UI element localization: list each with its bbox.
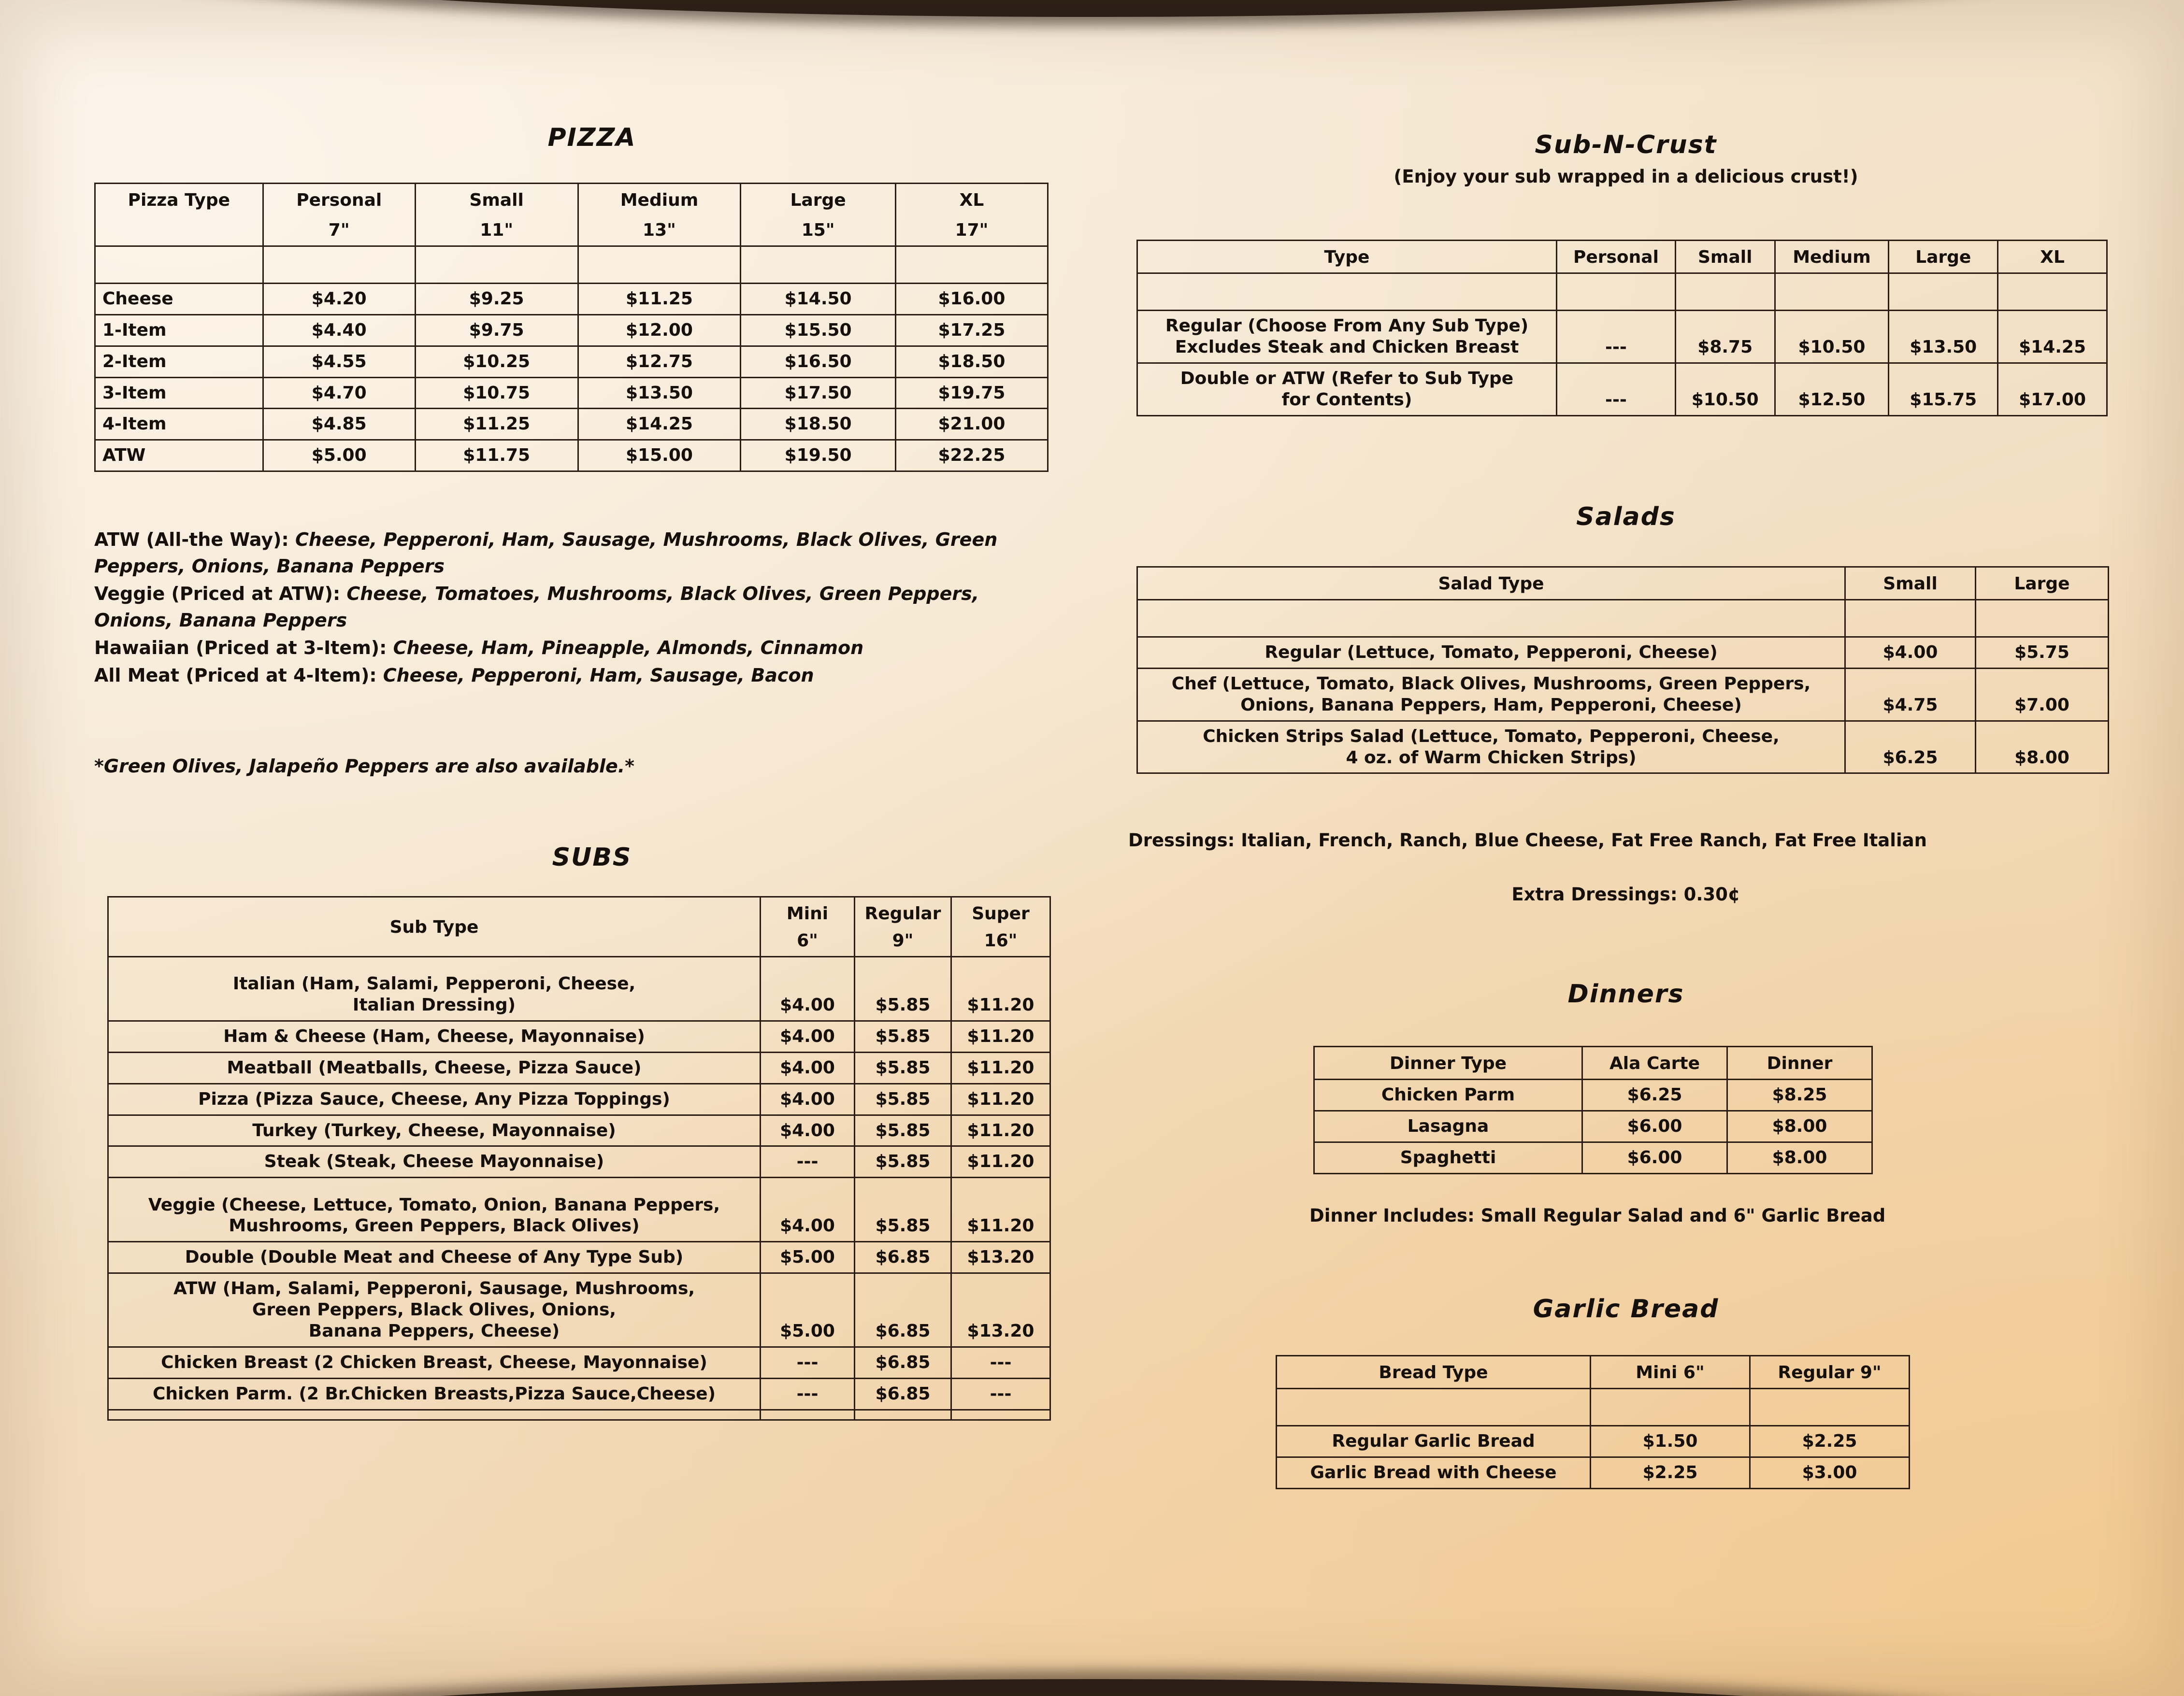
subncrust-col-medium: Medium bbox=[1775, 241, 1889, 273]
subs-price-cell: $5.85 bbox=[855, 1052, 951, 1083]
dressings-note: Dressings: Italian, French, Ranch, Blue Cheese, Fat Free Ranch, Fat Free Italian bbox=[1128, 830, 1927, 851]
table-row bbox=[108, 1178, 1050, 1242]
subncrust-title: Sub-N-Crust bbox=[1535, 130, 1717, 159]
pizza-price-cell: $12.75 bbox=[578, 346, 741, 377]
subs-price-cell: $5.85 bbox=[855, 1178, 951, 1242]
pizza-price-cell: $4.20 bbox=[263, 283, 415, 314]
spacer-cell bbox=[1675, 273, 1775, 310]
pizza-col-xl: XL 17" bbox=[895, 184, 1048, 246]
pizza-price-cell: $9.75 bbox=[415, 314, 578, 346]
garlic-bread-col-mini: Mini 6" bbox=[1591, 1356, 1750, 1389]
subs-price-cell: $5.85 bbox=[855, 956, 951, 1021]
pizza-price-cell: $14.50 bbox=[741, 283, 896, 314]
dinners-col-alacarte: Ala Carte bbox=[1582, 1047, 1727, 1080]
pizza-row-type: 3-Item bbox=[95, 377, 263, 409]
subs-price-cell: $6.85 bbox=[855, 1378, 951, 1410]
subs-price-cell: $6.85 bbox=[855, 1242, 951, 1273]
subs-price-cell: --- bbox=[761, 1378, 855, 1410]
pizza-price-cell: $11.75 bbox=[415, 440, 578, 471]
salads-price-cell: $4.00 bbox=[1845, 637, 1976, 668]
table-row bbox=[1314, 1079, 1872, 1111]
subncrust-price-cell: $17.00 bbox=[1998, 363, 2107, 415]
dinners-row-name: Lasagna bbox=[1314, 1111, 1582, 1142]
subs-price-cell: $13.20 bbox=[951, 1242, 1050, 1273]
subs-price-cell: $11.20 bbox=[951, 1115, 1050, 1146]
pizza-price-cell: $18.50 bbox=[895, 346, 1048, 377]
table-row bbox=[108, 1021, 1050, 1052]
pizza-price-cell: $17.25 bbox=[895, 314, 1048, 346]
pizza-price-cell: $12.00 bbox=[578, 314, 741, 346]
table-row bbox=[108, 956, 1050, 1021]
dinners-price-cell: $6.25 bbox=[1582, 1079, 1727, 1111]
table-row bbox=[108, 1347, 1050, 1378]
dinners-table-wrap bbox=[1313, 1046, 1871, 1174]
subs-row-name: Veggie (Cheese, Lettuce, Tomato, Onion, Banana Peppers, Mushrooms, Green Peppers, Black Olives) bbox=[108, 1178, 761, 1242]
spacer-cell bbox=[1277, 1388, 1591, 1425]
garlic-bread-price-cell: $1.50 bbox=[1591, 1425, 1750, 1457]
salads-col-small: Small bbox=[1845, 567, 1976, 600]
garlic-bread-col-type: Bread Type bbox=[1277, 1356, 1591, 1389]
pizza-price-cell: $4.70 bbox=[263, 377, 415, 409]
subncrust-price-cell: $15.75 bbox=[1889, 363, 1998, 415]
subs-price-cell: $5.00 bbox=[761, 1273, 855, 1347]
table-row bbox=[1277, 1457, 1910, 1488]
subncrust-col-small: Small bbox=[1675, 241, 1775, 273]
pizza-price-cell: $4.85 bbox=[263, 409, 415, 440]
garlic-bread-table-wrap bbox=[1276, 1355, 1909, 1489]
subs-row-name: Double (Double Meat and Cheese of Any Type Sub) bbox=[108, 1242, 761, 1273]
subs-price-cell: $5.85 bbox=[855, 1115, 951, 1146]
pizza-table-wrap bbox=[94, 183, 1049, 472]
dinner-includes-note: Dinner Includes: Small Regular Salad and 6" Garlic Bread bbox=[1309, 1205, 1886, 1226]
spacer-cell bbox=[415, 246, 578, 283]
garlic-bread-price-cell: $3.00 bbox=[1750, 1457, 1910, 1488]
table-row bbox=[108, 1378, 1050, 1410]
subs-price-cell: $11.20 bbox=[951, 1146, 1050, 1178]
pizza-price-cell: $16.50 bbox=[741, 346, 896, 377]
dinners-price-cell: $8.00 bbox=[1727, 1142, 1872, 1173]
table-row bbox=[108, 1115, 1050, 1146]
spacer-row bbox=[1137, 599, 2109, 637]
subs-price-cell: $11.20 bbox=[951, 1021, 1050, 1052]
garlic-bread-price-cell: $2.25 bbox=[1750, 1425, 1910, 1457]
table-row bbox=[1314, 1142, 1872, 1173]
pizza-col-large: Large 15" bbox=[741, 184, 896, 246]
spacer-cell bbox=[1750, 1388, 1910, 1425]
pizza-price-cell: $5.00 bbox=[263, 440, 415, 471]
table-row bbox=[1137, 637, 2109, 668]
spacer-row bbox=[95, 246, 1048, 283]
subs-row-name: Turkey (Turkey, Cheese, Mayonnaise) bbox=[108, 1115, 761, 1146]
pizza-description bbox=[94, 581, 1041, 634]
subs-row-name: Pizza (Pizza Sauce, Cheese, Any Pizza Toppings) bbox=[108, 1083, 761, 1115]
table-row bbox=[1137, 668, 2109, 721]
salads-col-type: Salad Type bbox=[1137, 567, 1845, 600]
salads-row-name: Chicken Strips Salad (Lettuce, Tomato, Pepperoni, Cheese, 4 oz. of Warm Chicken Strips) bbox=[1137, 721, 1845, 773]
spacer-cell bbox=[263, 246, 415, 283]
subs-price-cell: --- bbox=[951, 1378, 1050, 1410]
subs-row-name: Chicken Parm. (2 Br.Chicken Breasts,Pizza Sauce,Cheese) bbox=[108, 1378, 761, 1410]
table-row bbox=[95, 377, 1048, 409]
garlic-bread-title: Garlic Bread bbox=[1533, 1295, 1719, 1324]
description-label: All Meat (Priced at 4-Item): bbox=[94, 665, 377, 686]
pizza-descriptions bbox=[94, 527, 1041, 690]
salads-title: Salads bbox=[1576, 502, 1676, 531]
subs-price-cell bbox=[855, 1410, 951, 1420]
pizza-price-cell: $19.50 bbox=[741, 440, 896, 471]
subs-price-cell: $11.20 bbox=[951, 1083, 1050, 1115]
pizza-price-cell: $13.50 bbox=[578, 377, 741, 409]
dinners-col-dinner: Dinner bbox=[1727, 1047, 1872, 1080]
pizza-price-cell: $19.75 bbox=[895, 377, 1048, 409]
subs-row-name: Meatball (Meatballs, Cheese, Pizza Sauce) bbox=[108, 1052, 761, 1083]
salads-row-name: Chef (Lettuce, Tomato, Black Olives, Mushrooms, Green Peppers, Onions, Banana Peppers, Ham, Pepperoni, Cheese) bbox=[1137, 668, 1845, 721]
table-row bbox=[95, 440, 1048, 471]
pizza-title: PIZZA bbox=[547, 123, 636, 152]
subncrust-col-xl: XL bbox=[1998, 241, 2107, 273]
table-row bbox=[108, 1052, 1050, 1083]
pizza-price-cell: $14.25 bbox=[578, 409, 741, 440]
table-row bbox=[95, 409, 1048, 440]
subs-price-cell: $5.85 bbox=[855, 1021, 951, 1052]
spacer-cell bbox=[1591, 1388, 1750, 1425]
subncrust-price-cell: $12.50 bbox=[1775, 363, 1889, 415]
pizza-row-type: 1-Item bbox=[95, 314, 263, 346]
pizza-table bbox=[94, 183, 1049, 472]
subs-price-cell: $13.20 bbox=[951, 1273, 1050, 1347]
spacer-cell bbox=[95, 246, 263, 283]
subs-title: SUBS bbox=[552, 843, 632, 872]
pizza-price-cell: $15.00 bbox=[578, 440, 741, 471]
subs-price-cell: $6.85 bbox=[855, 1347, 951, 1378]
description-body: Cheese, Pepperoni, Ham, Sausage, Mushrooms, Black Olives, Green Peppers, Onions, Banana Peppers bbox=[94, 529, 998, 577]
pizza-row-type: 2-Item bbox=[95, 346, 263, 377]
salads-price-cell: $4.75 bbox=[1845, 668, 1976, 721]
page-bottom-edge bbox=[0, 1679, 2184, 1696]
garlic-bread-header-row bbox=[1277, 1356, 1910, 1389]
pizza-price-cell: $16.00 bbox=[895, 283, 1048, 314]
pizza-col-small: Small 11" bbox=[415, 184, 578, 246]
subs-price-cell: --- bbox=[761, 1146, 855, 1178]
garlic-bread-table bbox=[1276, 1355, 1910, 1489]
subncrust-price-cell: $10.50 bbox=[1675, 363, 1775, 415]
subncrust-price-cell: $14.25 bbox=[1998, 310, 2107, 363]
description-label: ATW (All-the Way): bbox=[94, 529, 289, 550]
subs-price-cell: $11.20 bbox=[951, 1178, 1050, 1242]
subncrust-row-name: Double or ATW (Refer to Sub Type for Contents) bbox=[1137, 363, 1557, 415]
spacer-cell bbox=[578, 246, 741, 283]
table-row bbox=[108, 1146, 1050, 1178]
dinners-row-name: Chicken Parm bbox=[1314, 1079, 1582, 1111]
spacer-cell bbox=[1137, 273, 1557, 310]
spacer-row bbox=[1137, 273, 2107, 310]
subs-col-regular: Regular 9" bbox=[855, 897, 951, 957]
pizza-price-cell: $17.50 bbox=[741, 377, 896, 409]
garlic-bread-col-regular: Regular 9" bbox=[1750, 1356, 1910, 1389]
salads-table bbox=[1136, 566, 2109, 774]
subncrust-price-cell: $8.75 bbox=[1675, 310, 1775, 363]
pizza-price-cell: $10.75 bbox=[415, 377, 578, 409]
subs-price-cell: $4.00 bbox=[761, 1052, 855, 1083]
table-row bbox=[1277, 1425, 1910, 1457]
pizza-price-cell: $11.25 bbox=[578, 283, 741, 314]
description-body: Cheese, Tomatoes, Mushrooms, Black Olives, Green Peppers, Onions, Banana Peppers bbox=[94, 583, 979, 631]
pizza-description bbox=[94, 662, 1041, 689]
pizza-col-type: Pizza Type bbox=[95, 184, 263, 246]
subncrust-row-name: Regular (Choose From Any Sub Type) Excludes Steak and Chicken Breast bbox=[1137, 310, 1557, 363]
subs-section bbox=[94, 843, 1090, 872]
subs-price-cell: $4.00 bbox=[761, 956, 855, 1021]
subs-price-cell: $11.20 bbox=[951, 1052, 1050, 1083]
subs-price-cell: $11.20 bbox=[951, 956, 1050, 1021]
garlic-bread-row-name: Garlic Bread with Cheese bbox=[1277, 1457, 1591, 1488]
spacer-cell bbox=[1976, 599, 2109, 637]
subs-price-cell bbox=[951, 1410, 1050, 1420]
subs-row-name: ATW (Ham, Salami, Pepperoni, Sausage, Mushrooms, Green Peppers, Black Olives, Onions, Banana Peppers, Cheese) bbox=[108, 1273, 761, 1347]
spacer-cell bbox=[1557, 273, 1676, 310]
subs-price-cell: --- bbox=[761, 1347, 855, 1378]
salads-header-row bbox=[1137, 567, 2109, 600]
pizza-price-cell: $4.55 bbox=[263, 346, 415, 377]
pizza-price-cell: $21.00 bbox=[895, 409, 1048, 440]
subncrust-col-type: Type bbox=[1137, 241, 1557, 273]
subncrust-subtitle: (Enjoy your sub wrapped in a delicious crust!) bbox=[1394, 166, 1858, 187]
pizza-row-type: Cheese bbox=[95, 283, 263, 314]
subs-row-name: Steak (Steak, Cheese Mayonnaise) bbox=[108, 1146, 761, 1178]
subs-row-name: Chicken Breast (2 Chicken Breast, Cheese, Mayonnaise) bbox=[108, 1347, 761, 1378]
salads-price-cell: $7.00 bbox=[1976, 668, 2109, 721]
pizza-price-cell: $18.50 bbox=[741, 409, 896, 440]
dinners-table bbox=[1313, 1046, 1873, 1174]
pizza-price-cell: $22.25 bbox=[895, 440, 1048, 471]
pizza-price-cell: $11.25 bbox=[415, 409, 578, 440]
pizza-col-medium: Medium 13" bbox=[578, 184, 741, 246]
subs-price-cell: $5.85 bbox=[855, 1146, 951, 1178]
subncrust-price-cell: --- bbox=[1557, 310, 1676, 363]
spacer-cell bbox=[1998, 273, 2107, 310]
pizza-row-type: 4-Item bbox=[95, 409, 263, 440]
garlic-bread-price-cell: $2.25 bbox=[1591, 1457, 1750, 1488]
dinners-col-type: Dinner Type bbox=[1314, 1047, 1582, 1080]
subs-price-cell: $4.00 bbox=[761, 1178, 855, 1242]
dinners-price-cell: $6.00 bbox=[1582, 1142, 1727, 1173]
subs-price-cell: $5.00 bbox=[761, 1242, 855, 1273]
pizza-price-cell: $9.25 bbox=[415, 283, 578, 314]
table-row bbox=[95, 346, 1048, 377]
garlic-bread-row-name: Regular Garlic Bread bbox=[1277, 1425, 1591, 1457]
spacer-cell bbox=[895, 246, 1048, 283]
table-row bbox=[108, 1083, 1050, 1115]
subs-price-cell: --- bbox=[951, 1347, 1050, 1378]
dinners-price-cell: $8.00 bbox=[1727, 1111, 1872, 1142]
page-top-edge bbox=[0, 0, 2184, 17]
pizza-price-cell: $10.25 bbox=[415, 346, 578, 377]
subs-row-name: Ham & Cheese (Ham, Cheese, Mayonnaise) bbox=[108, 1021, 761, 1052]
subncrust-price-cell: $10.50 bbox=[1775, 310, 1889, 363]
table-row bbox=[1137, 363, 2107, 415]
pizza-price-cell: $4.40 bbox=[263, 314, 415, 346]
pizza-description bbox=[94, 527, 1041, 580]
description-label: Veggie (Priced at ATW): bbox=[94, 583, 341, 605]
subs-header-row bbox=[108, 897, 1050, 957]
subs-row-name bbox=[108, 1410, 761, 1420]
dinners-price-cell: $6.00 bbox=[1582, 1111, 1727, 1142]
dinners-title: Dinners bbox=[1567, 980, 1684, 1009]
table-row bbox=[95, 314, 1048, 346]
subs-price-cell bbox=[761, 1410, 855, 1420]
salads-section bbox=[1128, 502, 2124, 531]
dinners-row-name: Spaghetti bbox=[1314, 1142, 1582, 1173]
table-row bbox=[108, 1242, 1050, 1273]
salads-row-name: Regular (Lettuce, Tomato, Pepperoni, Cheese) bbox=[1137, 637, 1845, 668]
garlic-bread-section bbox=[1128, 1295, 2124, 1324]
subs-price-cell: $5.85 bbox=[855, 1083, 951, 1115]
subs-table bbox=[107, 896, 1051, 1421]
pizza-header-row bbox=[95, 184, 1048, 246]
description-body: Cheese, Ham, Pineapple, Almonds, Cinnamon bbox=[387, 637, 864, 659]
subs-table-wrap bbox=[107, 896, 1049, 1421]
spacer-cell bbox=[1775, 273, 1889, 310]
subncrust-col-large: Large bbox=[1889, 241, 1998, 273]
subs-col-super: Super 16" bbox=[951, 897, 1050, 957]
salads-price-cell: $5.75 bbox=[1976, 637, 2109, 668]
pizza-col-personal: Personal 7" bbox=[263, 184, 415, 246]
subs-price-cell: $4.00 bbox=[761, 1021, 855, 1052]
salads-price-cell: $8.00 bbox=[1976, 721, 2109, 773]
subncrust-section bbox=[1128, 130, 2124, 187]
pizza-description bbox=[94, 635, 1041, 661]
pizza-footnote: *Green Olives, Jalapeño Peppers are also available.* bbox=[94, 755, 635, 777]
table-row bbox=[1314, 1111, 1872, 1142]
table-row bbox=[1137, 310, 2107, 363]
dinners-price-cell: $8.25 bbox=[1727, 1079, 1872, 1111]
subncrust-table-wrap bbox=[1136, 240, 2108, 416]
subncrust-price-cell: --- bbox=[1557, 363, 1676, 415]
subncrust-header-row bbox=[1137, 241, 2107, 273]
spacer-cell bbox=[741, 246, 896, 283]
extra-dressings-note: Extra Dressings: 0.30¢ bbox=[1511, 884, 1740, 905]
table-row bbox=[108, 1410, 1050, 1420]
dinners-header-row bbox=[1314, 1047, 1872, 1080]
dinners-section bbox=[1128, 980, 2124, 1009]
spacer-cell bbox=[1889, 273, 1998, 310]
subncrust-price-cell: $13.50 bbox=[1889, 310, 1998, 363]
table-row bbox=[108, 1273, 1050, 1347]
spacer-row bbox=[1277, 1388, 1910, 1425]
subs-row-name: Italian (Ham, Salami, Pepperoni, Cheese, Italian Dressing) bbox=[108, 956, 761, 1021]
description-label: Hawaiian (Priced at 3-Item): bbox=[94, 637, 387, 659]
subncrust-col-personal: Personal bbox=[1557, 241, 1676, 273]
pizza-section bbox=[94, 123, 1090, 152]
table-row bbox=[1137, 721, 2109, 773]
description-body: Cheese, Pepperoni, Ham, Sausage, Bacon bbox=[376, 665, 814, 686]
subs-price-cell: $4.00 bbox=[761, 1083, 855, 1115]
pizza-row-type: ATW bbox=[95, 440, 263, 471]
subncrust-table bbox=[1136, 240, 2108, 416]
salads-col-large: Large bbox=[1976, 567, 2109, 600]
pizza-price-cell: $15.50 bbox=[741, 314, 896, 346]
spacer-cell bbox=[1845, 599, 1976, 637]
table-row bbox=[95, 283, 1048, 314]
subs-col-mini: Mini 6" bbox=[761, 897, 855, 957]
subs-price-cell: $6.85 bbox=[855, 1273, 951, 1347]
salads-price-cell: $6.25 bbox=[1845, 721, 1976, 773]
spacer-cell bbox=[1137, 599, 1845, 637]
subs-col-type: Sub Type bbox=[108, 897, 761, 957]
salads-table-wrap bbox=[1136, 566, 2108, 774]
subs-price-cell: $4.00 bbox=[761, 1115, 855, 1146]
